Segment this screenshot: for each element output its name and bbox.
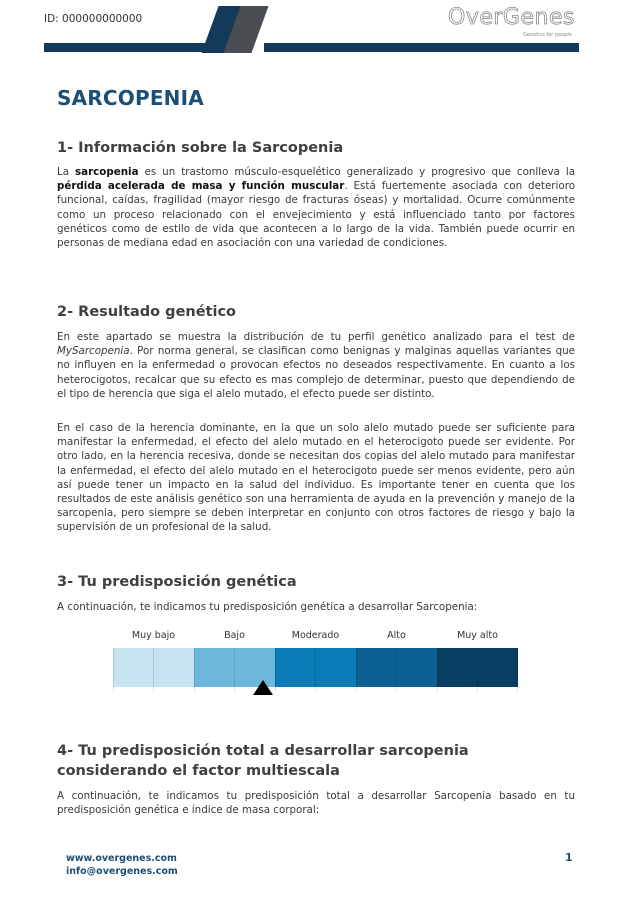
scale-tick <box>437 648 438 691</box>
section2-heading: 2- Resultado genético <box>57 304 237 320</box>
overgenes-logo: OverGenes <box>448 5 575 30</box>
text-run: . Por norma general, se clasifican como benignas y malginas aquellas variantes que no influyen en la enfermedad o provocan efectos no deseados respectivamente. En cuanto a los heterocigotos, recalcar que su efecto es mas complejo de determinar, puesto que dependiendo de el tipo de herencia que siga el alelo mutado, el efecto puede ser distinto. <box>57 345 575 400</box>
bold-term: pérdida acelerada de masa y función muscular <box>57 180 345 193</box>
scale-label-bajo: Bajo <box>224 630 245 641</box>
scale-tick <box>477 648 478 691</box>
text-run: En este apartado se muestra la distribución de tu perfil genético analizado para el test de <box>57 331 575 343</box>
page-number: 1 <box>565 851 573 864</box>
bold-term: sarcopenia <box>75 166 139 178</box>
section2-paragraph-1 <box>57 330 575 401</box>
section3-heading: 3- Tu predisposición genética <box>57 574 297 590</box>
footer-email-link[interactable]: info@overgenes.com <box>66 866 178 877</box>
scale-tick <box>153 648 154 691</box>
page-title: SARCOPENIA <box>57 86 204 110</box>
scale-label-moderado: Moderado <box>291 630 340 641</box>
header-bar-right <box>264 43 579 52</box>
section1-paragraph <box>57 165 575 250</box>
document-id: ID: 000000000000 <box>44 13 143 25</box>
text-run: La <box>57 166 76 178</box>
text-run: . Está fuertemente asociada con deterioro funcional, caídas, fragilidad (mayor riesgo de fracturas óseas) y mortalidad. Ocurre comúnmente como un proceso relacionado con el envejecimiento y está influenciado tanto por factores genéticos como de estilo de vida que acontecen a lo largo de la vida. También puede ocurrir en personas de mediana edad en asociación con una variedad de condiciones. <box>57 180 576 250</box>
scale-label-alto: Alto <box>387 630 406 641</box>
scale-tick <box>356 648 357 691</box>
footer-contacts <box>66 852 178 878</box>
section3-paragraph: A continuación, te indicamos tu predisposición genética a desarrollar Sarcopenia: <box>57 601 478 613</box>
section2-paragraph-2: En el caso de la herencia dominante, en la que un solo alelo mutado puede ser suficiente para manifestar la enfermedad, el efecto del alelo mutado en el heterocigoto puede ser evidente. Por otro lado, en la herencia recesiva, donde se necesitan dos copias del alelo mutado para manifestar la enfermedad, el efecto del alelo mutado en el heterocigoto puede ser menos evidente, pero aún así puede tener un impacto en la salud del individuo. Es importante tener en cuenta que los resultados de este análisis genético son una herramienta de ayuda en la prevención y manejo de la sarcopenia, pero siempre se deben interpretar en conjunto con otros factores de riesgo y bajo la supervisión de un profesional de la salud. <box>57 422 575 534</box>
footer-website-link[interactable]: www.overgenes.com <box>66 853 177 864</box>
section4-paragraph: A continuación, te indicamos tu predisposición total a desarrollar Sarcopenia basado en tu predisposición genética e índice de masa corporal: <box>57 790 575 817</box>
predisposition-scale <box>113 628 518 698</box>
section4-heading: 4- Tu predisposición total a desarrollar sarcopenia considerando el factor multiescala <box>57 743 469 779</box>
scale-tick <box>234 648 235 691</box>
scale-tick <box>194 648 195 691</box>
header-bar-left <box>44 43 212 52</box>
section1-heading: 1- Información sobre la Sarcopenia <box>57 140 344 156</box>
predisposition-marker-icon <box>253 680 273 695</box>
logo-tagline: Genetics for people <box>523 32 572 38</box>
scale-tick <box>315 648 316 691</box>
scale-label-muy-alto: Muy alto <box>457 630 498 641</box>
text-run: es un trastorno músculo-esquelético generalizado y progresivo que conlleva la <box>138 166 576 178</box>
scale-tick <box>517 648 518 691</box>
header-bar <box>44 43 579 52</box>
scale-label-muy-bajo: Muy bajo <box>131 630 176 641</box>
italic-term: MySarcopenia <box>57 345 130 358</box>
scale-tick <box>396 648 397 691</box>
scale-tick <box>275 648 276 691</box>
scale-tick <box>113 648 114 691</box>
